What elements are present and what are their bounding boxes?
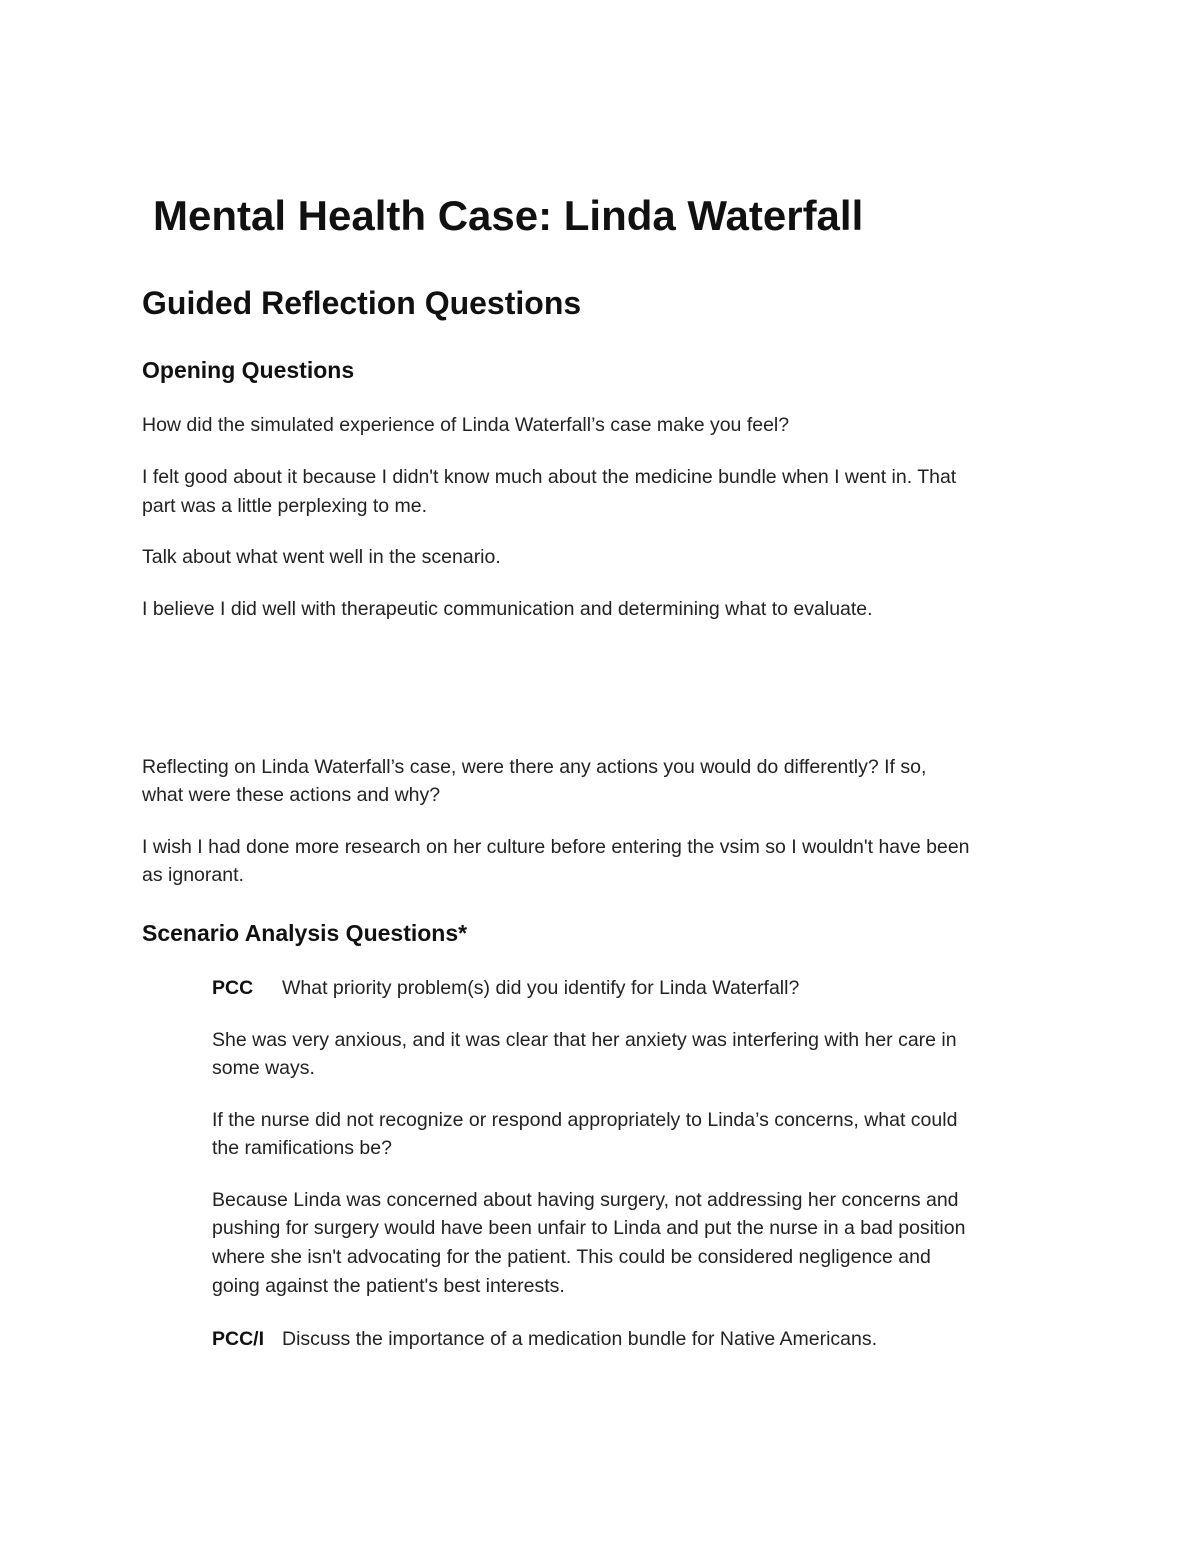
ramifications-answer-line1: Because Linda was concerned about having surgery, not addressing her concerns and [212, 1189, 959, 1211]
answer-feelings-line1: I felt good about it because I didn't know much about the medicine bundle when I went in. That [142, 466, 957, 488]
answer-differently-line1: I wish I had done more research on her culture before entering the vsim so I wouldn't have been [142, 836, 970, 858]
scenario-item-pcc [212, 974, 799, 1003]
answer-went-well: I believe I did well with therapeutic communication and determining what to evaluate. [142, 598, 873, 620]
section-title-guided-reflection: Guided Reflection Questions [142, 285, 582, 321]
question-feelings: How did the simulated experience of Linda Waterfall’s case make you feel? [142, 414, 790, 436]
ramifications-answer-line4: going against the patient's best interests. [212, 1275, 565, 1297]
ramifications-answer-line3: where she isn't advocating for the patient. This could be considered negligence and [212, 1246, 931, 1268]
pcc-question: What priority problem(s) did you identify for Linda Waterfall? [282, 977, 800, 999]
answer-differently-line2: as ignorant. [142, 864, 244, 886]
heading-scenario-analysis: Scenario Analysis Questions* [142, 920, 468, 946]
scenario-item-pcc-i [212, 1325, 877, 1354]
question-differently-line1: Reflecting on Linda Waterfall’s case, were there any actions you would do differently? If so, [142, 756, 927, 778]
ramifications-question-line1: If the nurse did not recognize or respond appropriately to Linda’s concerns, what could [212, 1109, 958, 1131]
document-title: Mental Health Case: Linda Waterfall [153, 192, 864, 239]
pcc-answer-line2: some ways. [212, 1057, 315, 1079]
pcc-i-label: PCC/I [212, 1328, 265, 1350]
pcc-answer-line1: She was very anxious, and it was clear that her anxiety was interfering with her care in [212, 1029, 957, 1051]
question-went-well: Talk about what went well in the scenario. [142, 546, 501, 568]
question-differently-line2: what were these actions and why? [142, 784, 441, 806]
answer-feelings-line2: part was a little perplexing to me. [142, 495, 428, 517]
pcc-label: PCC [212, 977, 254, 999]
ramifications-question-line2: the ramifications be? [212, 1137, 392, 1159]
heading-opening-questions: Opening Questions [142, 357, 355, 383]
ramifications-answer-line2: pushing for surgery would have been unfair to Linda and put the nurse in a bad position [212, 1217, 966, 1239]
pcc-i-question: Discuss the importance of a medication bundle for Native Americans. [282, 1328, 878, 1350]
